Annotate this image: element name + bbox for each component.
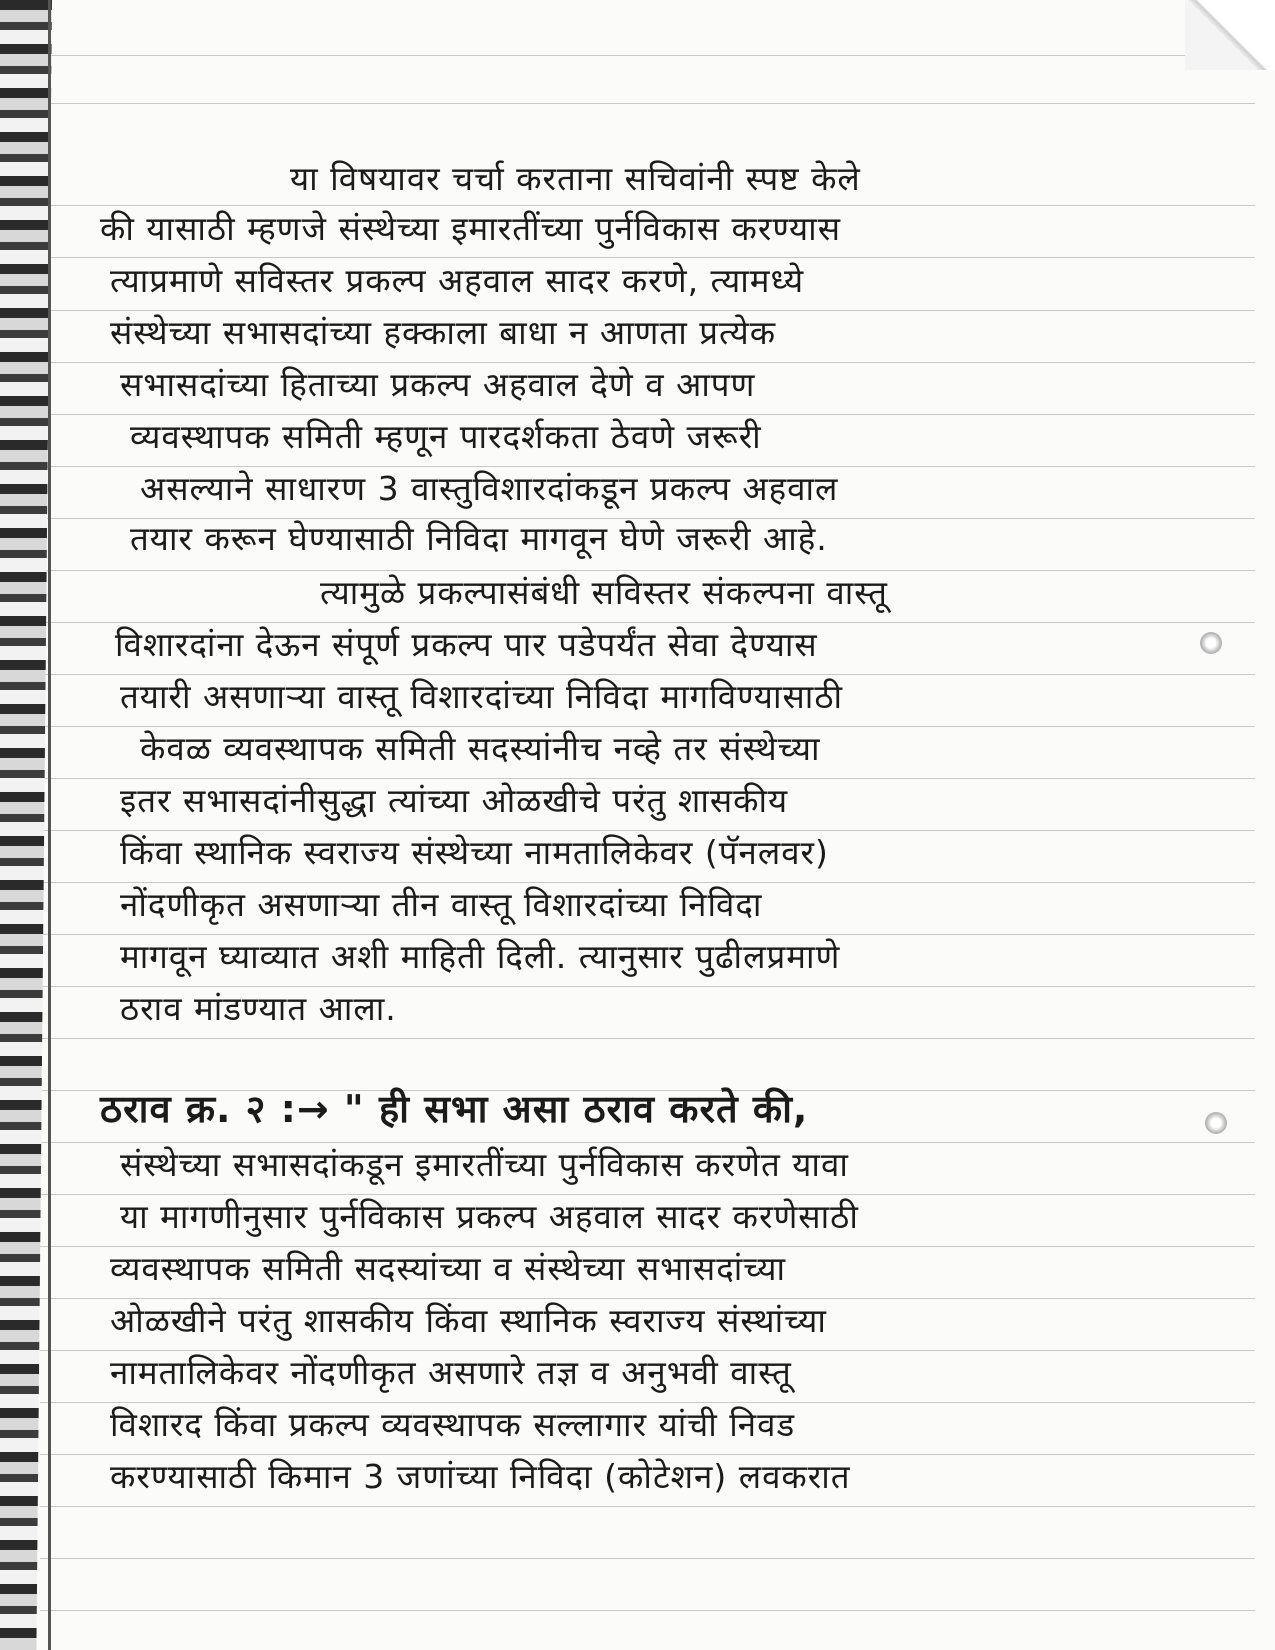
text-line: व्यवस्थापक समिती म्हणून पारदर्शकता ठेवणे जरूरी — [130, 417, 762, 456]
text-line: संस्थेच्या सभासदांच्या हक्काला बाधा न आणता प्रत्येक — [110, 313, 777, 352]
text-line: या विषयावर चर्चा करताना सचिवांनी स्पष्ट केले — [290, 159, 861, 198]
ruled-line — [40, 1038, 1255, 1039]
punch-hole-icon — [1200, 632, 1222, 654]
text-line: की यासाठी म्हणजे संस्थेच्या इमारतींच्या पुर्नविकास करण्यास — [100, 209, 842, 248]
text-line: करण्यासाठी किमान 3 जणांच्या निविदा (कोटेशन) लवकरात — [110, 1457, 851, 1496]
text-line: या मागणीनुसार पुर्नविकास प्रकल्प अहवाल सादर करणेसाठी — [120, 1197, 859, 1236]
binding-shadow — [48, 0, 51, 1650]
punch-hole-icon — [1205, 1112, 1227, 1134]
text-line: व्यवस्थापक समिती सदस्यांच्या व संस्थेच्या सभासदांच्या — [110, 1249, 787, 1288]
text-line: तयार करून घेण्यासाठी निविदा मागवून घेणे जरूरी आहे. — [130, 519, 828, 558]
text-line: सभासदांच्या हिताच्या प्रकल्प अहवाल देणे व आपण — [120, 365, 756, 404]
text-line: मागवून घ्याव्यात अशी माहिती दिली. त्यानुसार पुढीलप्रमाणे — [120, 937, 841, 976]
resolution-line: ठराव क्र. २ :→ " ही सभा असा ठराव करते की, — [100, 1087, 809, 1131]
text-line: नोंदणीकृत असणाऱ्या तीन वास्तू विशारदांच्या निविदा — [120, 885, 763, 924]
ruled-line — [40, 103, 1255, 104]
text-line: किंवा स्थानिक स्वराज्य संस्थेच्या नामतालिकेवर (पॅनलवर) — [120, 833, 829, 872]
text-line: विशारदांना देऊन संपूर्ण प्रकल्प पार पडेपर्यंत सेवा देण्यास — [115, 625, 818, 664]
ruled-line — [40, 55, 1255, 56]
text-line: ठराव मांडण्यात आला. — [120, 989, 397, 1028]
text-line: त्यामुळे प्रकल्पासंबंधी सविस्तर संकल्पना वास्तू — [320, 573, 888, 612]
text-line: विशारद किंवा प्रकल्प व्यवस्थापक सल्लागार यांची निवड — [110, 1405, 796, 1444]
text-line: संस्थेच्या सभासदांकडून इमारतींच्या पुर्नविकास करणेत यावा — [120, 1145, 849, 1184]
text-line: केवळ व्यवस्थापक समिती सदस्यांनीच नव्हे तर संस्थेच्या — [140, 729, 821, 768]
text-line: त्याप्रमाणे सविस्तर प्रकल्प अहवाल सादर करणे, त्यामध्ये — [110, 261, 805, 300]
text-line: असल्याने साधारण 3 वास्तुविशारदांकडून प्रकल्प अहवाल — [140, 469, 839, 508]
ruled-line — [40, 1610, 1255, 1611]
text-line: ओळखीने परंतु शासकीय किंवा स्थानिक स्वराज्य संस्थांच्या — [110, 1301, 827, 1340]
text-line: इतर सभासदांनीसुद्धा त्यांच्या ओळखीचे परंतु शासकीय — [120, 781, 789, 820]
text-line: तयारी असणाऱ्या वास्तू विशारदांच्या निविदा मागविण्यासाठी — [120, 677, 844, 716]
ruled-line — [40, 1558, 1255, 1559]
text-line: नामतालिकेवर नोंदणीकृत असणारे तज्ञ व अनुभवी वास्तू — [110, 1353, 792, 1392]
page-corner-fold — [1185, 0, 1275, 70]
ruled-line — [40, 1506, 1255, 1507]
